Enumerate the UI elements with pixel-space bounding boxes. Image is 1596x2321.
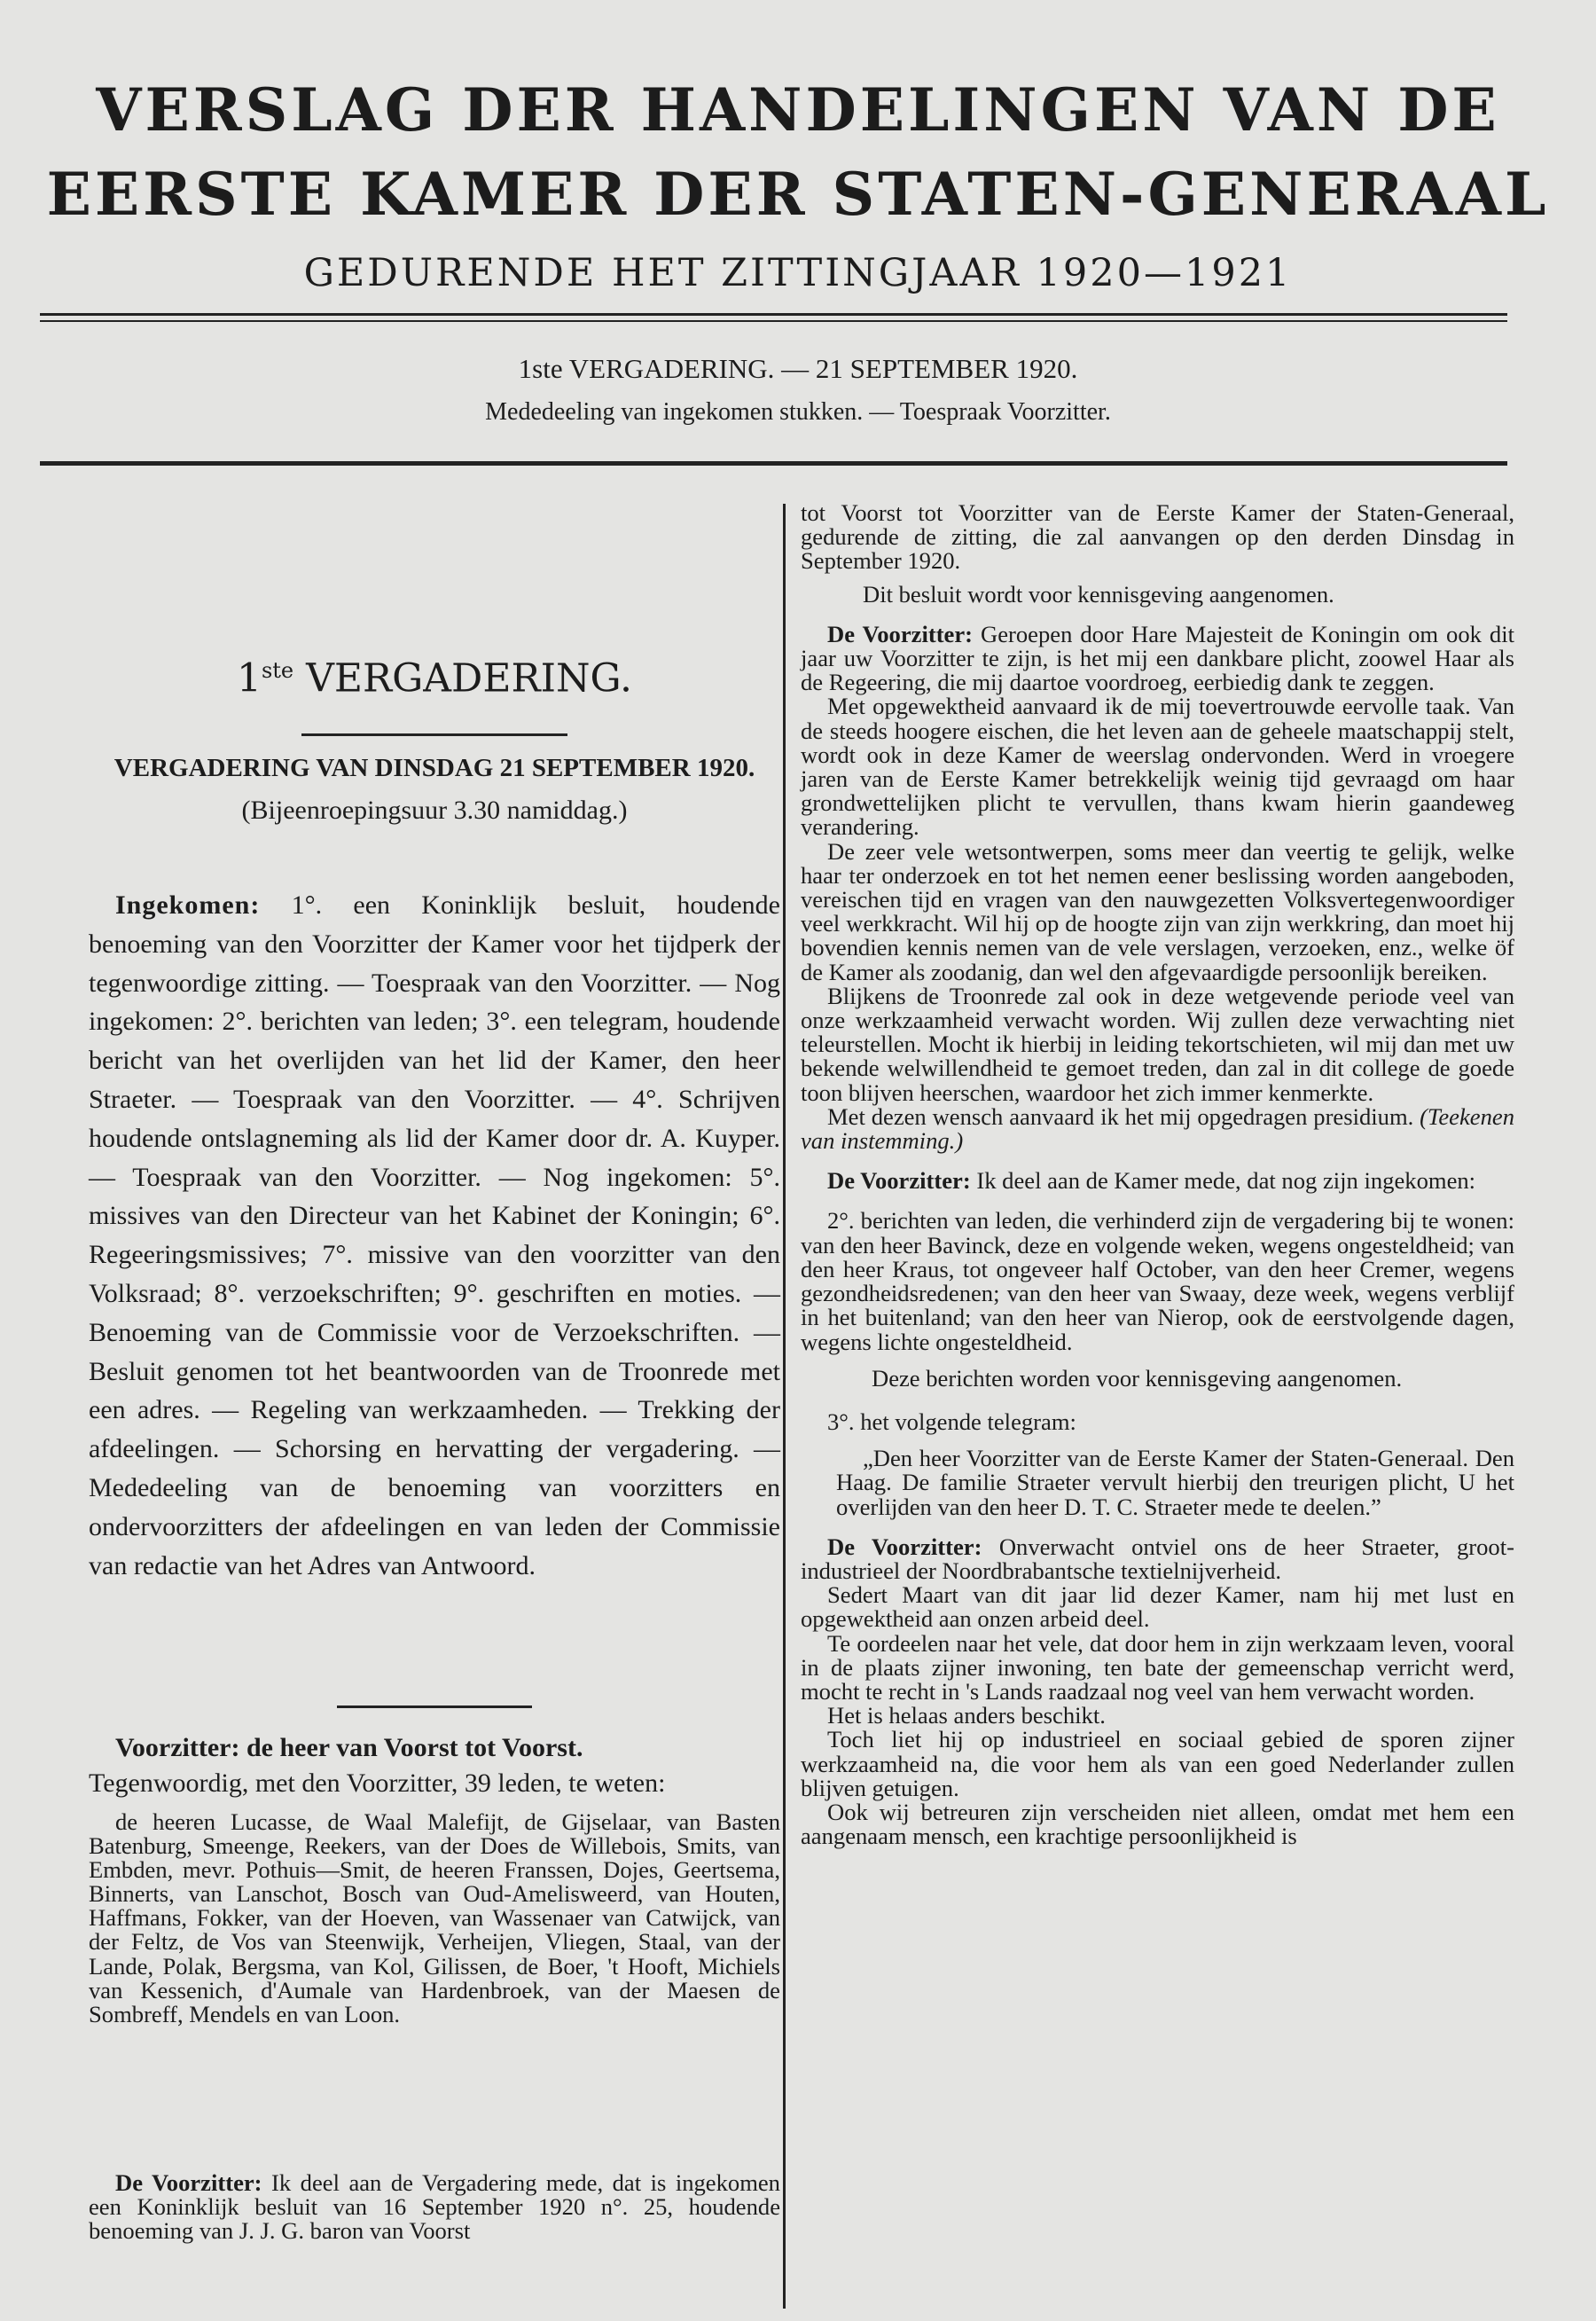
title-line-2: EERSTE KAMER DER STATEN-GENERAAL [46,160,1550,229]
title-line-3: GEDURENDE HET ZITTINGJAAR 1920—1921 [303,251,1293,295]
paragraph-rouw-5: Toch liet hij op industrieel en sociaal gebied de sporen zijner werkzaamheid na, die voor hem als van een goed Nederlander zullen blijven getuigen. [801,1726,1514,1801]
ingekomen-text-2: Ik deel aan de Kamer mede, dat nog zijn ingekomen: [970,1167,1476,1195]
title-line-1: VERSLAG DER HANDELINGEN VAN DE [96,75,1500,145]
paragraph-benoeming: tot Voorst tot Voorzitter van de Eerste Kamer der Staten-Generaal, gedurende de zitting, die zal aanvangen op den derden Dinsdag in September 1920. [801,499,1514,575]
paragraph-toespraak-1 [801,620,1514,696]
contents-line: Mededeeling van ingekomen stukken. — Toespraak Voorzitter. [485,398,1111,426]
speaker-label-2: De Voorzitter: [827,1167,971,1195]
heading-ordinal: 1 [236,655,262,702]
paragraph-rouw-1 [801,1535,1514,1583]
ingekomen-rule [337,1705,532,1708]
paragraph-toespraak-5 [801,1102,1514,1155]
paragraph-rouw-3: Te oordeelen naar het vele, dat door hem in zijn werkzaam leven, vooral in de plaats zijner inwoning, ten bate der gemeenschap verricht werd, mocht te recht in 's Lands raadzaal nog veel van hem verwacht worden. [801,1629,1514,1705]
paragraph-rouw-2: Sedert Maart van dit jaar lid dezer Kamer, nam hij met lust en opgewektheid aan onzen arbeid deel. [801,1581,1514,1633]
voorzitter-declaration [89,2171,780,2243]
toespraak-5-text: Met dezen wensch aanvaard ik het mij opgedragen presidium. [827,1102,1420,1130]
paragraph-kennisgeving-1: Dit besluit wordt voor kennisgeving aangenomen. [863,580,1334,608]
voorzitter-line [89,1733,780,1762]
section-rule [40,461,1507,466]
session-time: (Bijeenroepingsuur 3.30 namiddag.) [241,796,628,825]
voorzitter-label: Voorzitter: [115,1733,240,1762]
speaker-label-3: De Voorzitter: [827,1533,982,1560]
paragraph-kennisgeving-2: Deze berichten worden voor kennisgeving aangenomen. [872,1364,1403,1392]
ingekomen-text: 1°. een Koninklijk besluit, houdende benoeming van den Voorzitter der Kamer voor het tijdperk der tegenwoordige zitting. — Toespraak van den Voorzitter. — Nog ingekomen: 2°. berichten van leden; 3°. een telegram, houdende bericht van het overlijden van het lid der Kamer, den heer Straeter. — Toespraak van den Voorzitter. — 4°. Schrijven houdende ontslagneming als lid der Kamer door dr. A. Kuyper. — Toespraak van den Voorzitter. — Nog ingekomen: 5°. missives van den Directeur van het Kabinet der Koningin; 6°. Regeeringsmissives; 7°. missive van den voorzitter van den Volksraad; 8°. verzoekschriften; 9°. geschriften en moties. — Benoeming van de Commissie voor de Verzoekschriften. — Besluit genomen tot het beantwoorden van de Troonrede met een adres. — Regeling van werkzaamheden. — Trekking der afdeelingen. — Schorsing en hervatting der vergadering. — Mededeeling van de benoeming van voorzitters en ondervoorzitters der afdeelingen en van leden der Commissie van redactie van het Adres van Antwoord. [89,890,780,1580]
toespraak-1-text: Geroepen door Hare Majesteit de Koningin om ook dit jaar uw Voorzitter te zijn, is het mij een dankbare plicht, zoowel Haar als de Regeering, die mij daartoe voordroeg, eerbiedig dank te zeggen. [801,620,1514,696]
tegenwoordig-line: Tegenwoordig, met den Voorzitter, 39 leden, te weten: [89,1768,666,1798]
declaration-label: De Voorzitter: [115,2169,262,2196]
paragraph-telegram: „Den heer Voorzitter van de Eerste Kamer der Staten-Generaal. Den Haag. De familie Straeter vervult hierbij den treurigen plicht, U het overlijden van den heer D. T. C. Straeter mede te deelen.” [836,1445,1514,1520]
right-column [801,501,1514,1848]
paragraph-rouw-6: Ook wij betreuren zijn verscheiden niet alleen, omdat met hem een aangenaam mensch, een krachtige persoonlijkheid is [801,1798,1514,1850]
ingekomen-paragraph [89,886,780,1585]
paragraph-telegram-label: 3°. het volgende telegram: [827,1407,1076,1435]
ingekomen-label: Ingekomen: [115,890,261,920]
heading-rule [301,733,567,736]
toespraak-5-italic: (Teekenen van instemming.) [801,1102,1514,1155]
paragraph-toespraak-2: Met opgewektheid aanvaard ik de mij toevertrouwde eervolle taak. Van de steeds hoogere eischen, die het leven aan de geheele maatschappij stelt, wordt ook in deze Kamer de weerslag ondervonden. Werd in vroegere jaren van de Eerste Kamer betrekkelijk weinig tijd gevraagd om haar grondwettelijken plicht te vervullen, thans kwam hierin gaandeweg verandering. [801,693,1514,841]
declaration-text: Ik deel aan de Vergadering mede, dat is ingekomen een Koninklijk besluit van 16 September 1920 n°. 25, houdende benoeming van J. J. G. baron van Voorst [89,2169,780,2245]
header-rule-bottom [40,320,1507,322]
column-divider [783,504,786,2309]
paragraph-rouw-4: Het is helaas anders beschikt. [827,1702,1106,1729]
heading-word: VERGADERING. [293,655,633,702]
meeting-line: 1ste VERGADERING. — 21 SEPTEMBER 1920. [518,353,1078,384]
paragraph-toespraak-4: Blijkens de Troonrede zal ook in deze wetgevende periode veel van onze werkzaamheid verwacht worden. Wij zullen deze verwachting niet teleurstellen. Mocht ik hierbij in leiding tekortschieten, wil mij dan met uw bekende welwillendheid te gemoet treden, dan zal in dit college de goede toon blijven heerschen, waardoor het zich immer kenmerkte. [801,982,1514,1106]
rouw-1-text: Onverwacht ontviel ons de heer Straeter, groot-industrieel der Noordbrabantsche textielnijverheid. [801,1533,1514,1584]
vergadering-heading [89,655,780,702]
speaker-label-1: De Voorzitter: [827,620,974,647]
member-names: de heeren Lucasse, de Waal Malefijt, de Gijselaar, van Basten Batenburg, Smeenge, Reekers, van der Does de Willebois, Smits, van Embden, mevr. Pothuis—Smit, de heeren Franssen, Dojes, Geertsema, Binnerts, van Lanschot, Bosch van Oud-Amelisweerd, van Houten, Haffmans, Fokker, van der Hoeven, van Wassenaer van Catwijck, van der Feltz, de Vos van Steenwijk, Verheijen, Vliegen, Staal, van der Lande, Polak, Bergsma, van Kol, Gilissen, de Boer, 't Hooft, Michiels van Kessenich, d'Aumale van Hardenbroek, van der Maesen de Sombreff, Mendels en van Loon. [89,1808,780,2027]
vergadering-subheading: VERGADERING VAN DINSDAG 21 SEPTEMBER 1920. [113,754,755,782]
paragraph-ingekomen [801,1169,1514,1193]
heading-ordinal-suffix: ste [261,658,294,683]
paragraph-toespraak-3: De zeer vele wetsontwerpen, soms meer dan veertig te gelijk, welke haar ter onderzoek en tot het nemen eener beslissing worden aangeboden, vereischen tijd en vragen van den nauwgezetten Volksvertegenwoordiger veel werkkracht. Wil hij op de hoogte zijn van zijn werkkring, dan moet hij bovendien kennis nemen van de vele verslagen, verzoeken, enz., welke öf de Kamer als zoodanig, dan wel den afgevaardigde persoonlijk bereiken. [801,837,1514,985]
voorzitter-text: de heer van Voorst tot Voorst. [239,1733,583,1762]
header-rule-top [40,313,1507,316]
paragraph-berichten: 2°. berichten van leden, die verhinderd zijn de vergadering bij te wonen: van den heer Bavinck, deze en volgende weken, wegens ongesteldheid; van den heer Kraus, tot ongeveer half October, van den heer Cremer, wegens gezondheidsredenen; van den heer van Swaay, deze week, wegens verblijf in het buitenland; van den heer van Nierop, ook de eerstvolgende dagen, wegens lichte ongesteldheid. [801,1207,1514,1355]
